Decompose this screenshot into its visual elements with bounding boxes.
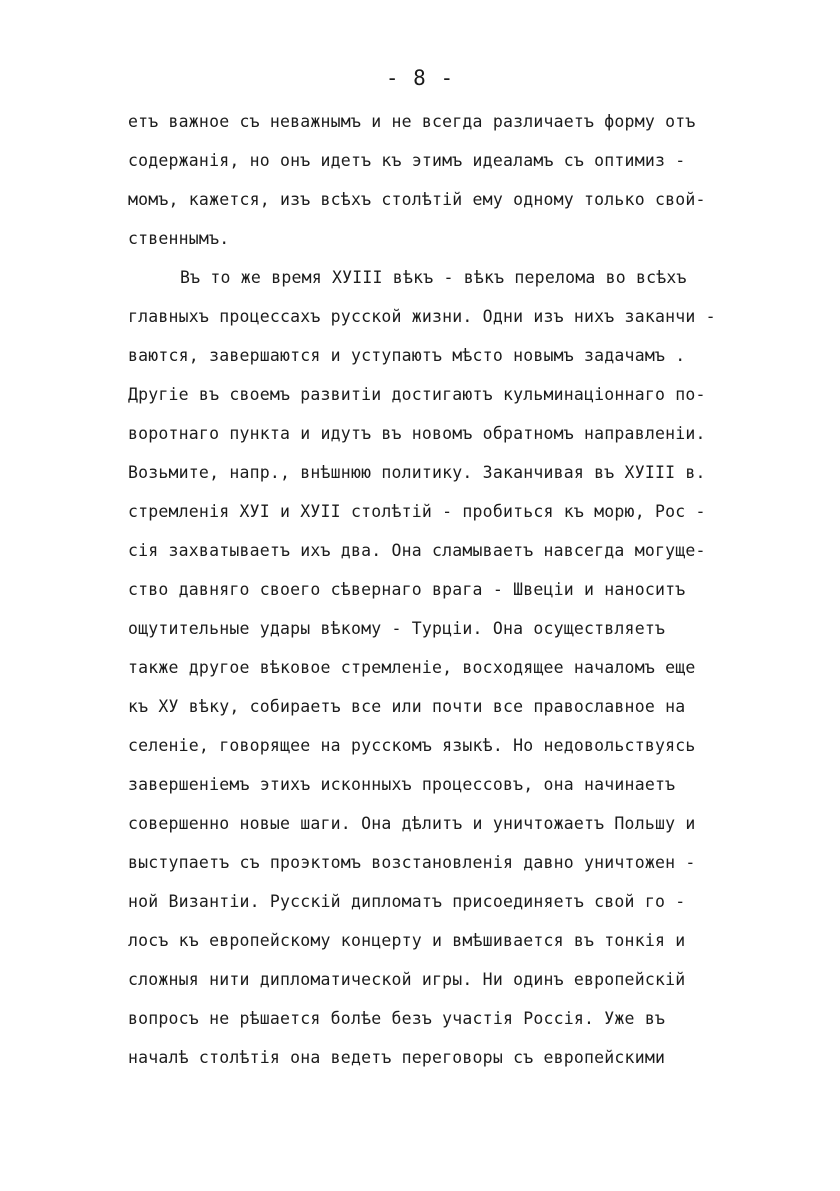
text-line: етъ важное съ неважнымъ и не всегда различаетъ форму отъ <box>128 112 696 131</box>
text-line: совершенно новые шаги. Она дѣлитъ и уничтожаетъ Польшу и <box>128 814 696 833</box>
text-line: завершеніемъ этихъ исконныхъ процессовъ, она начинаетъ <box>128 775 676 794</box>
text-line: содержанія, но онъ идетъ къ этимъ идеаламъ съ оптимиз - <box>128 151 686 170</box>
text-line: момъ, кажется, изъ всѣхъ столѣтій ему одному только свой- <box>128 190 706 209</box>
text-line: лосъ къ европейскому концерту и вмѣшивается въ тонкія и <box>128 931 686 950</box>
text-line: ной Византіи. Русскій дипломатъ присоединяетъ свой го - <box>128 892 686 911</box>
text-line: сложныя нити дипломатической игры. Ни одинъ европейскій <box>128 970 686 989</box>
text-line: Возьмите, напр., внѣшнюю политику. Заканчивая въ ХУIII в. <box>128 463 706 482</box>
text-line: вопросъ не рѣшается болѣе безъ участія Россія. Уже въ <box>128 1009 666 1028</box>
text-line: началѣ столѣтія она ведетъ переговоры съ европейскими <box>128 1048 666 1067</box>
text-line: ственнымъ. <box>128 229 230 248</box>
text-line: также другое вѣковое стремленіе, восходящее началомъ еще <box>128 658 696 677</box>
text-line: Другіе въ своемъ развитіи достигаютъ кульминаціоннаго по- <box>128 385 706 404</box>
text-line: выступаетъ съ проэктомъ возстановленія давно уничтожен - <box>128 853 696 872</box>
text-line: главныхъ процессахъ русской жизни. Одни изъ нихъ заканчи - <box>128 307 716 326</box>
text-line: воротнаго пункта и идутъ въ новомъ обратномъ направленіи. <box>128 424 706 443</box>
text-line: Въ то же время ХУIII вѣкъ - вѣкъ перелома во всѣхъ <box>180 268 687 287</box>
text-line: ство давняго своего сѣвернаго врага - Швеціи и наноситъ <box>128 580 686 599</box>
page-number: - 8 - <box>385 66 455 90</box>
text-line: стремленія ХУI и ХУII столѣтій - пробиться къ морю, Рос - <box>128 502 706 521</box>
text-line: ваются, завершаются и уступаютъ мѣсто новымъ задачамъ . <box>128 346 686 365</box>
text-line: ощутительные удары вѣкому - Турціи. Она осуществляетъ <box>128 619 666 638</box>
text-line: къ ХУ вѣку, собираетъ все или почти все православное на <box>128 697 686 716</box>
text-line: селеніе, говорящее на русскомъ языкѣ. Но недовольствуясь <box>128 736 696 755</box>
text-line: сія захватываетъ ихъ два. Она сламываетъ навсегда могуще- <box>128 541 706 560</box>
